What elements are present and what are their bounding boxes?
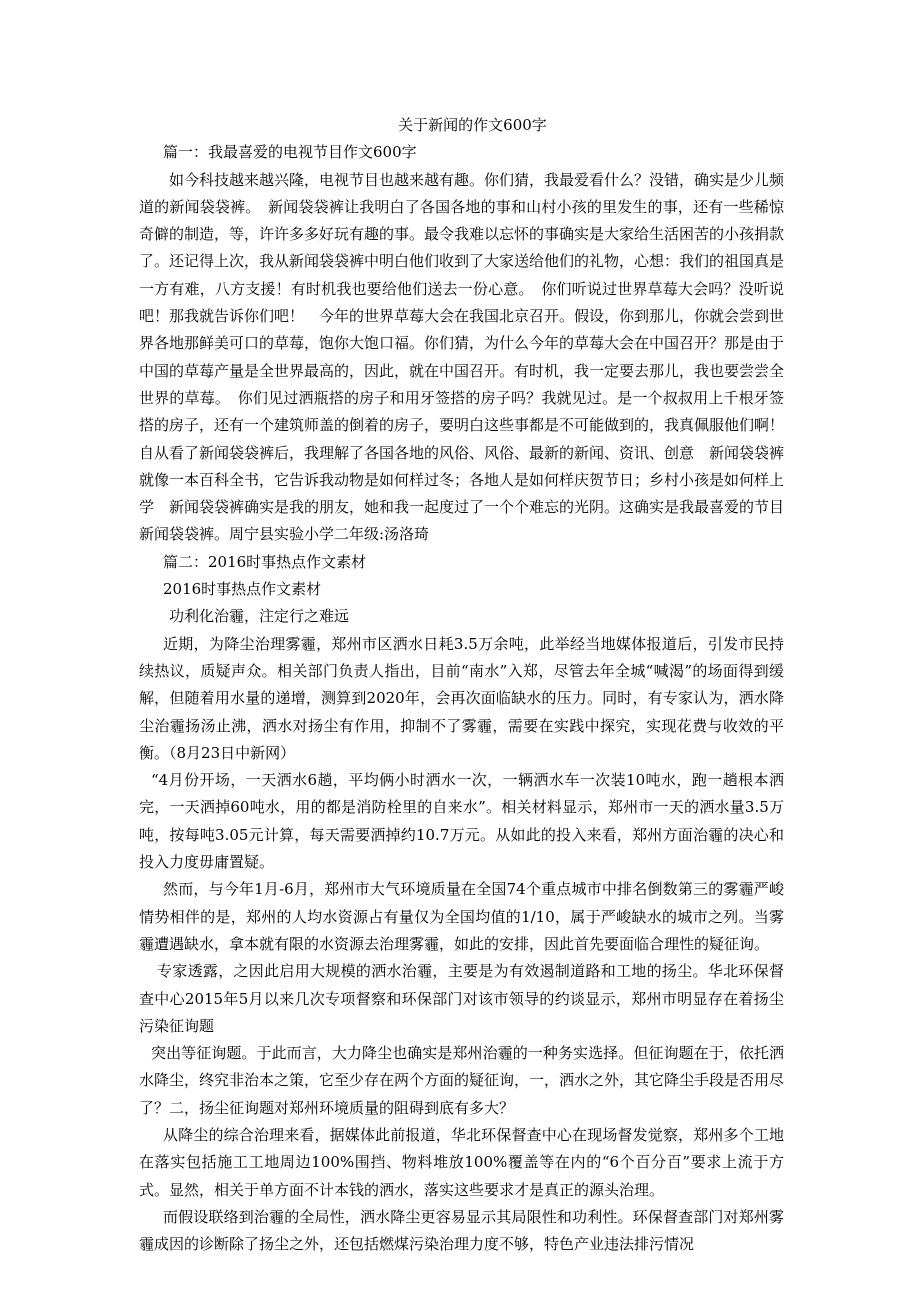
body-paragraph: 专家透露，之因此启用大规模的洒水治霾，主要是为有效遏制道路和工地的扬尘。华北环保督查中心2015年5月以来几次专项督察和环保部门对该市领导的约谈显示，郑州市明显存在着扬尘污染征询题 [139, 962, 784, 1035]
document-page [139, 112, 800, 1258]
document-title: 关于新闻的作文600字 [398, 116, 547, 134]
body-paragraph: 而假设联络到治霾的全局性，洒水降尘更容易显示其局限性和功利性。环保督查部门对郑州雾霾成因的诊断除了扬尘之外，还包括燃煤污染治理力度不够，特色产业违法排污情况 [139, 1207, 784, 1254]
body-paragraph: 突出等征询题。于此而言，大力降尘也确实是郑州治霾的一种务实选择。但征询题在于，依托洒水降尘，终究非治本之策，它至少存在两个方面的疑征询，一，洒水之外，其它降尘手段是否用尽了？二，扬尘征询题对郑州环境质量的阻碍到底有多大？ [139, 1044, 785, 1117]
subheading: 2016时事热点作文素材 [163, 580, 322, 599]
body-paragraph: “4月份开场，一天洒水6趟，平均俩小时洒水一次，一辆洒水车一次装10吨水，跑一趟根本洒完，一天洒掉60吨水，用的都是消防栓里的自来水”。相关材料显示，郑州市一天的洒水量3.5万吨，按每吨3.05元计算，每天需要洒掉约10.7万元。从如此的投入来看，郑州方面治霾的决心和投入力度毋庸置疑。 [139, 771, 784, 872]
body-paragraph: 近期，为降尘治理雾霾，郑州市区洒水日耗3.5万余吨，此举经当地媒体报道后，引发市民持续热议，质疑声众。相关部门负责人指出，目前“南水”入郑，尽管去年全城“喊渴”的场面得到缓解，但随着用水量的递增，测算到2020年，会再次面临缺水的压力。同时，有专家认为，洒水降尘治霾扬汤止沸，洒水对扬尘有作用，抑制不了雾霾，需要在实践中探究，实现花费与收效的平衡。（8月23日中新网） [139, 634, 784, 762]
body-paragraph: 然而，与今年1月-6月，郑州市大气环境质量在全国74个重点城市中排名倒数第三的雾霾严峻情势相伴的是，郑州的人均水资源占有量仅为全国均值的1/10，属于严峻缺水的城市之列。当雾霾遭遇缺水，拿本就有限的水资源去治理雾霾，如此的安排，因此首先要面临合理性的疑征询。 [139, 880, 784, 953]
section-heading-1: 篇一：我最喜爱的电视节目作文600字 [163, 143, 417, 162]
section-heading-2: 篇二：2016时事热点作文素材 [163, 552, 367, 571]
body-paragraph: 如今科技越来越兴隆，电视节目也越来越有趣。你们猜，我最爱看什么？没错，确实是少儿频道的新闻袋袋裤。 新闻袋袋裤让我明白了各国各地的事和山村小孩的里发生的事，还有一些稀惊奇僻的制造，等，许许多多好玩有趣的事。最令我难以忘怀的事确实是大家给生活困苦的小孩捐款了。还记得上次，我从新闻袋袋裤中明白他们收到了大家送给他们的礼物，心想：我们的祖国真是一方有难，八方支援！有时机我也要给他们送去一份心意。 你们听说过世界草莓大会吗？没听说吧！那我就告诉你们吧！ 今年的世界草莓大会在我国北京召开。假设，你到那儿，你就会尝到世界各地那鲜美可口的草莓，饱你大饱口福。你们猜，为什么今年的草莓大会在中国召开？那是由于中国的草莓产量是全世界最高的，因此，就在中国召开。有时机，我一定要去那儿，我也要尝尝全世界的草莓。 你们见过洒瓶搭的房子和用牙签搭的房子吗？我就见过。是一个叔叔用上千根牙签搭的房子，还有一个建筑师盖的倒着的房子，要明白这些事都是不可能做到的，我真佩服他们啊！ 自从看了新闻袋袋裤后，我理解了各国各地的风俗、风俗、最新的新闻、资讯、创意 新闻袋袋裤就像一本百科全书，它告诉我动物是如何样过冬；各地人是如何样庆贺节日；乡村小孩是如何样上学 新闻袋袋裤确实是我的朋友，她和我一起度过了一个个难忘的光阴。这确实是我最喜爱的节目新闻袋袋裤。周宁县实验小学二年级:汤洛琦 [139, 170, 800, 544]
article-title: 功利化治霾，注定行之难远 [169, 607, 350, 626]
body-paragraph: 从降尘的综合治理来看，据媒体此前报道，华北环保督查中心在现场督发觉察，郑州多个工地在落实包括施工工地周边100%围挡、物料堆放100%覆盖等在内的“6个百分百”要求上流于方式。显然，相关于单方面不计本钱的洒水，落实这些要求才是真正的源头治理。 [139, 1125, 784, 1199]
